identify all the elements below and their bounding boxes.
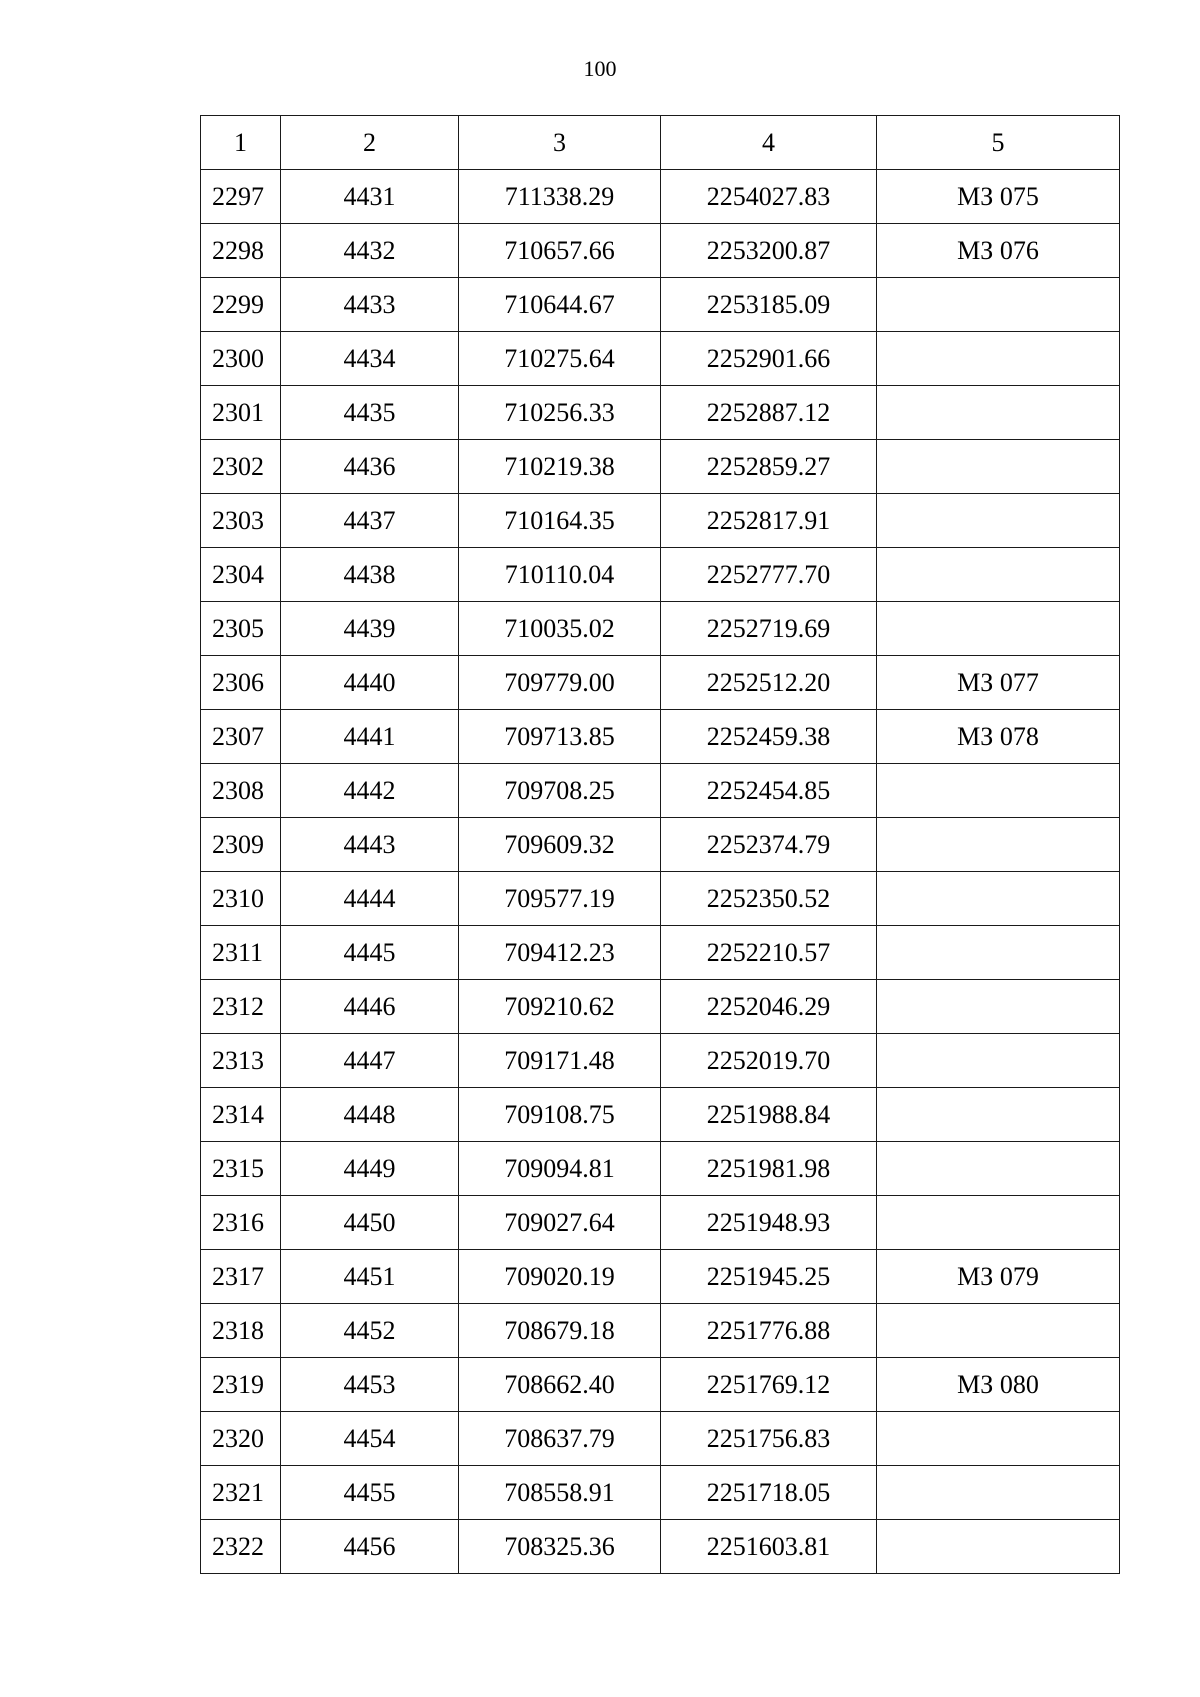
- x-coordinate-cell: 710219.38: [459, 440, 661, 494]
- table-row: [201, 1142, 1120, 1196]
- point-number-cell: 4455: [281, 1466, 459, 1520]
- marker-cell: МЗ 077: [877, 656, 1120, 710]
- x-coordinate-cell: 710256.33: [459, 386, 661, 440]
- y-coordinate-cell: 2252512.20: [661, 656, 877, 710]
- table-row: [201, 710, 1120, 764]
- row-number-cell: 2314: [201, 1088, 281, 1142]
- table-row: [201, 764, 1120, 818]
- header-cell-1: 1: [201, 116, 281, 170]
- table-row: [201, 926, 1120, 980]
- row-number-cell: 2307: [201, 710, 281, 764]
- point-number-cell: 4456: [281, 1520, 459, 1574]
- coordinates-table: [200, 115, 1120, 1574]
- y-coordinate-cell: 2251603.81: [661, 1520, 877, 1574]
- row-number-cell: 2311: [201, 926, 281, 980]
- table-row: [201, 224, 1120, 278]
- y-coordinate-cell: 2252887.12: [661, 386, 877, 440]
- x-coordinate-cell: 709779.00: [459, 656, 661, 710]
- marker-cell: [877, 818, 1120, 872]
- y-coordinate-cell: 2252859.27: [661, 440, 877, 494]
- point-number-cell: 4453: [281, 1358, 459, 1412]
- x-coordinate-cell: 709108.75: [459, 1088, 661, 1142]
- row-number-cell: 2317: [201, 1250, 281, 1304]
- row-number-cell: 2319: [201, 1358, 281, 1412]
- marker-cell: МЗ 078: [877, 710, 1120, 764]
- point-number-cell: 4442: [281, 764, 459, 818]
- x-coordinate-cell: 709412.23: [459, 926, 661, 980]
- table-row: [201, 1358, 1120, 1412]
- row-number-cell: 2302: [201, 440, 281, 494]
- y-coordinate-cell: 2251756.83: [661, 1412, 877, 1466]
- marker-cell: [877, 386, 1120, 440]
- row-number-cell: 2297: [201, 170, 281, 224]
- x-coordinate-cell: 708679.18: [459, 1304, 661, 1358]
- point-number-cell: 4435: [281, 386, 459, 440]
- y-coordinate-cell: 2252210.57: [661, 926, 877, 980]
- table-body: [201, 170, 1120, 1574]
- y-coordinate-cell: 2253185.09: [661, 278, 877, 332]
- y-coordinate-cell: 2252817.91: [661, 494, 877, 548]
- y-coordinate-cell: 2251776.88: [661, 1304, 877, 1358]
- point-number-cell: 4431: [281, 170, 459, 224]
- x-coordinate-cell: 710657.66: [459, 224, 661, 278]
- x-coordinate-cell: 710275.64: [459, 332, 661, 386]
- x-coordinate-cell: 708662.40: [459, 1358, 661, 1412]
- y-coordinate-cell: 2252901.66: [661, 332, 877, 386]
- table-row: [201, 872, 1120, 926]
- marker-cell: [877, 1412, 1120, 1466]
- x-coordinate-cell: 709713.85: [459, 710, 661, 764]
- table-row: [201, 332, 1120, 386]
- y-coordinate-cell: 2252777.70: [661, 548, 877, 602]
- row-number-cell: 2306: [201, 656, 281, 710]
- x-coordinate-cell: 710110.04: [459, 548, 661, 602]
- table-row: [201, 1412, 1120, 1466]
- table-row: [201, 386, 1120, 440]
- row-number-cell: 2310: [201, 872, 281, 926]
- marker-cell: МЗ 080: [877, 1358, 1120, 1412]
- x-coordinate-cell: 709609.32: [459, 818, 661, 872]
- point-number-cell: 4432: [281, 224, 459, 278]
- marker-cell: [877, 764, 1120, 818]
- row-number-cell: 2305: [201, 602, 281, 656]
- point-number-cell: 4438: [281, 548, 459, 602]
- x-coordinate-cell: 710035.02: [459, 602, 661, 656]
- point-number-cell: 4441: [281, 710, 459, 764]
- table-row: [201, 548, 1120, 602]
- header-row: [201, 116, 1120, 170]
- y-coordinate-cell: 2251769.12: [661, 1358, 877, 1412]
- marker-cell: [877, 494, 1120, 548]
- row-number-cell: 2301: [201, 386, 281, 440]
- row-number-cell: 2313: [201, 1034, 281, 1088]
- x-coordinate-cell: 708637.79: [459, 1412, 661, 1466]
- table-row: [201, 494, 1120, 548]
- point-number-cell: 4436: [281, 440, 459, 494]
- point-number-cell: 4437: [281, 494, 459, 548]
- header-cell-4: 4: [661, 116, 877, 170]
- table-row: [201, 602, 1120, 656]
- y-coordinate-cell: 2251718.05: [661, 1466, 877, 1520]
- x-coordinate-cell: 709577.19: [459, 872, 661, 926]
- x-coordinate-cell: 709094.81: [459, 1142, 661, 1196]
- x-coordinate-cell: 710164.35: [459, 494, 661, 548]
- row-number-cell: 2300: [201, 332, 281, 386]
- point-number-cell: 4440: [281, 656, 459, 710]
- table-row: [201, 1304, 1120, 1358]
- table-header: [201, 116, 1120, 170]
- table-row: [201, 440, 1120, 494]
- point-number-cell: 4433: [281, 278, 459, 332]
- marker-cell: [877, 1196, 1120, 1250]
- table-row: [201, 1034, 1120, 1088]
- y-coordinate-cell: 2252459.38: [661, 710, 877, 764]
- x-coordinate-cell: 709708.25: [459, 764, 661, 818]
- x-coordinate-cell: 709171.48: [459, 1034, 661, 1088]
- marker-cell: МЗ 076: [877, 224, 1120, 278]
- y-coordinate-cell: 2252374.79: [661, 818, 877, 872]
- header-cell-2: 2: [281, 116, 459, 170]
- y-coordinate-cell: 2252454.85: [661, 764, 877, 818]
- row-number-cell: 2309: [201, 818, 281, 872]
- marker-cell: [877, 332, 1120, 386]
- marker-cell: [877, 1466, 1120, 1520]
- marker-cell: [877, 872, 1120, 926]
- point-number-cell: 4444: [281, 872, 459, 926]
- table-row: [201, 278, 1120, 332]
- marker-cell: [877, 1304, 1120, 1358]
- row-number-cell: 2322: [201, 1520, 281, 1574]
- table-row: [201, 980, 1120, 1034]
- marker-cell: [877, 1088, 1120, 1142]
- table-row: [201, 818, 1120, 872]
- x-coordinate-cell: 708325.36: [459, 1520, 661, 1574]
- page-number: 100: [583, 56, 617, 81]
- y-coordinate-cell: 2252046.29: [661, 980, 877, 1034]
- table-row: [201, 170, 1120, 224]
- point-number-cell: 4454: [281, 1412, 459, 1466]
- marker-cell: [877, 926, 1120, 980]
- header-cell-3: 3: [459, 116, 661, 170]
- row-number-cell: 2303: [201, 494, 281, 548]
- row-number-cell: 2308: [201, 764, 281, 818]
- x-coordinate-cell: 709020.19: [459, 1250, 661, 1304]
- marker-cell: МЗ 079: [877, 1250, 1120, 1304]
- row-number-cell: 2304: [201, 548, 281, 602]
- row-number-cell: 2298: [201, 224, 281, 278]
- point-number-cell: 4452: [281, 1304, 459, 1358]
- marker-cell: [877, 980, 1120, 1034]
- y-coordinate-cell: 2251948.93: [661, 1196, 877, 1250]
- x-coordinate-cell: 709210.62: [459, 980, 661, 1034]
- point-number-cell: 4450: [281, 1196, 459, 1250]
- row-number-cell: 2316: [201, 1196, 281, 1250]
- y-coordinate-cell: 2251945.25: [661, 1250, 877, 1304]
- point-number-cell: 4443: [281, 818, 459, 872]
- table-row: [201, 1088, 1120, 1142]
- marker-cell: [877, 1520, 1120, 1574]
- point-number-cell: 4449: [281, 1142, 459, 1196]
- row-number-cell: 2320: [201, 1412, 281, 1466]
- marker-cell: [877, 278, 1120, 332]
- x-coordinate-cell: 709027.64: [459, 1196, 661, 1250]
- x-coordinate-cell: 711338.29: [459, 170, 661, 224]
- table-row: [201, 1466, 1120, 1520]
- row-number-cell: 2312: [201, 980, 281, 1034]
- point-number-cell: 4447: [281, 1034, 459, 1088]
- row-number-cell: 2318: [201, 1304, 281, 1358]
- point-number-cell: 4448: [281, 1088, 459, 1142]
- marker-cell: [877, 1034, 1120, 1088]
- marker-cell: [877, 602, 1120, 656]
- row-number-cell: 2315: [201, 1142, 281, 1196]
- point-number-cell: 4446: [281, 980, 459, 1034]
- y-coordinate-cell: 2252350.52: [661, 872, 877, 926]
- marker-cell: [877, 1142, 1120, 1196]
- point-number-cell: 4451: [281, 1250, 459, 1304]
- point-number-cell: 4434: [281, 332, 459, 386]
- y-coordinate-cell: 2252719.69: [661, 602, 877, 656]
- marker-cell: [877, 440, 1120, 494]
- y-coordinate-cell: 2251981.98: [661, 1142, 877, 1196]
- row-number-cell: 2299: [201, 278, 281, 332]
- table-row: [201, 1520, 1120, 1574]
- table-row: [201, 656, 1120, 710]
- table-row: [201, 1196, 1120, 1250]
- table-row: [201, 1250, 1120, 1304]
- header-cell-5: 5: [877, 116, 1120, 170]
- x-coordinate-cell: 708558.91: [459, 1466, 661, 1520]
- marker-cell: МЗ 075: [877, 170, 1120, 224]
- point-number-cell: 4445: [281, 926, 459, 980]
- y-coordinate-cell: 2253200.87: [661, 224, 877, 278]
- x-coordinate-cell: 710644.67: [459, 278, 661, 332]
- marker-cell: [877, 548, 1120, 602]
- point-number-cell: 4439: [281, 602, 459, 656]
- y-coordinate-cell: 2254027.83: [661, 170, 877, 224]
- y-coordinate-cell: 2252019.70: [661, 1034, 877, 1088]
- row-number-cell: 2321: [201, 1466, 281, 1520]
- y-coordinate-cell: 2251988.84: [661, 1088, 877, 1142]
